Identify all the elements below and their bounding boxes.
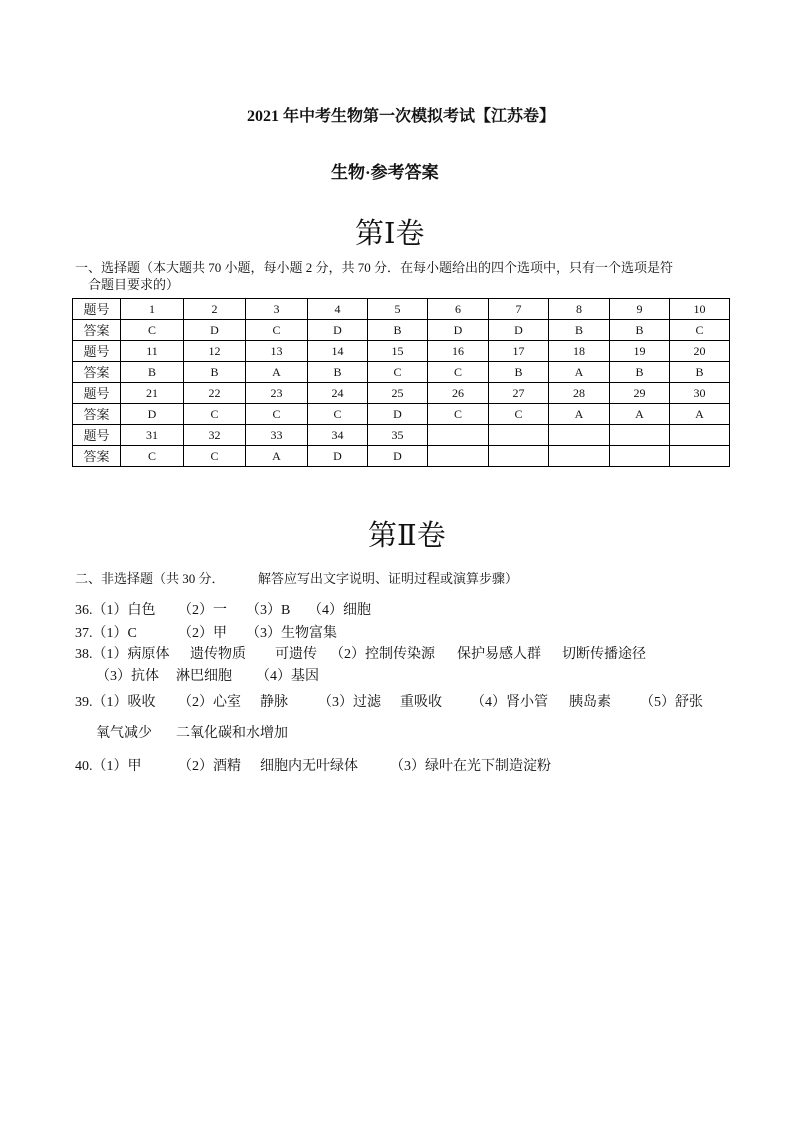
table-row: [73, 341, 730, 362]
question-number-cell: 31: [121, 425, 184, 446]
answer-cell: C: [670, 320, 730, 341]
question-number-cell: 4: [308, 299, 368, 320]
question-number-cell: 23: [246, 383, 308, 404]
answer-segment: 重吸收: [400, 695, 442, 710]
answer-cell: D: [308, 446, 368, 467]
answer-segment: （3）过滤: [318, 695, 381, 710]
empty-cell: [428, 425, 489, 446]
part1-instruction-line2: 合题目要求的）: [88, 277, 180, 292]
answer-cell: B: [549, 320, 610, 341]
empty-cell: [670, 446, 730, 467]
question-number-cell: 8: [549, 299, 610, 320]
empty-cell: [549, 425, 610, 446]
multiple-choice-answer-table: [72, 298, 730, 467]
table-row: [73, 446, 730, 467]
answer-cell: D: [368, 404, 428, 425]
answer-segment: （3）B: [246, 603, 291, 618]
part2-instruction-score: 二、非选择题（共 30 分．: [75, 571, 225, 586]
answer-cell: B: [610, 320, 670, 341]
row-label: 答案: [73, 320, 121, 341]
answer-segment: 二氧化碳和水增加: [176, 726, 288, 741]
row-label: 题号: [73, 425, 121, 446]
answer-cell: A: [246, 446, 308, 467]
table-row: [73, 362, 730, 383]
answer-cell: A: [246, 362, 308, 383]
answer-cell: D: [184, 320, 246, 341]
answer-segment: （2）酒精: [178, 759, 241, 774]
question-number-cell: 19: [610, 341, 670, 362]
answer-cell: A: [670, 404, 730, 425]
answer-segment: 细胞内无叶绿体: [260, 759, 358, 774]
empty-cell: [489, 446, 549, 467]
answer-segment: （3）抗体: [96, 669, 159, 684]
answer-segment: （5）舒张: [640, 695, 703, 710]
table-row: [73, 320, 730, 341]
answer-cell: C: [121, 320, 184, 341]
answer-segment: 可遗传: [275, 647, 317, 662]
question-number-cell: 1: [121, 299, 184, 320]
question-number-cell: 21: [121, 383, 184, 404]
answer-cell: B: [308, 362, 368, 383]
question-number-cell: 34: [308, 425, 368, 446]
answer-cell: C: [489, 404, 549, 425]
part1-heading: 第Ⅰ卷: [355, 218, 425, 250]
row-label: 答案: [73, 446, 121, 467]
answer-segment: （2）甲: [178, 626, 227, 641]
question-number-cell: 26: [428, 383, 489, 404]
question-number-cell: 17: [489, 341, 549, 362]
question-number-cell: 14: [308, 341, 368, 362]
table-row: [73, 425, 730, 446]
answer-cell: C: [184, 404, 246, 425]
answer-segment: （2）一: [178, 603, 227, 618]
part2-heading: 第Ⅱ卷: [368, 520, 446, 552]
answer-cell: C: [246, 404, 308, 425]
answer-segment: 38.（1）病原体: [75, 647, 170, 662]
question-number-cell: 6: [428, 299, 489, 320]
question-number-cell: 12: [184, 341, 246, 362]
answer-segment: 静脉: [260, 695, 288, 710]
document-title: 2021 年中考生物第一次模拟考试【江苏卷】: [247, 108, 556, 125]
answer-segment: 遗传物质: [190, 647, 246, 662]
question-number-cell: 13: [246, 341, 308, 362]
answer-segment: 36.（1）白色: [75, 603, 156, 618]
question-number-cell: 33: [246, 425, 308, 446]
answer-cell: C: [184, 446, 246, 467]
answer-segment: （2）心室: [178, 695, 241, 710]
question-number-cell: 18: [549, 341, 610, 362]
answer-cell: B: [489, 362, 549, 383]
answer-segment: （3）生物富集: [246, 626, 337, 641]
answer-segment: （4）肾小管: [471, 695, 548, 710]
answer-segment: （4）基因: [256, 669, 319, 684]
question-number-cell: 2: [184, 299, 246, 320]
question-number-cell: 30: [670, 383, 730, 404]
question-number-cell: 27: [489, 383, 549, 404]
answer-cell: B: [368, 320, 428, 341]
answer-segment: 37.（1）C: [75, 626, 137, 641]
question-number-cell: 35: [368, 425, 428, 446]
row-label: 答案: [73, 362, 121, 383]
answer-cell: C: [368, 362, 428, 383]
empty-cell: [610, 425, 670, 446]
answer-cell: D: [308, 320, 368, 341]
answer-segment: 氧气减少: [96, 726, 152, 741]
empty-cell: [428, 446, 489, 467]
answer-cell: C: [428, 362, 489, 383]
empty-cell: [549, 446, 610, 467]
answer-cell: A: [610, 404, 670, 425]
empty-cell: [670, 425, 730, 446]
answer-segment: 40.（1）甲: [75, 759, 142, 774]
answer-cell: B: [670, 362, 730, 383]
question-number-cell: 20: [670, 341, 730, 362]
answer-segment: 保护易感人群: [457, 647, 541, 662]
question-number-cell: 16: [428, 341, 489, 362]
question-number-cell: 11: [121, 341, 184, 362]
question-number-cell: 7: [489, 299, 549, 320]
document-subtitle: 生物·参考答案: [331, 163, 439, 182]
empty-cell: [489, 425, 549, 446]
part1-instruction-line1: 一、选择题（本大题共 70 小题，每小题 2 分，共 70 分．在每小题给出的四个选项中，只有一个选项是符: [75, 260, 674, 275]
question-number-cell: 5: [368, 299, 428, 320]
question-number-cell: 28: [549, 383, 610, 404]
answer-segment: 胰岛素: [569, 695, 611, 710]
answer-segment: 切断传播途径: [562, 647, 646, 662]
table-row: [73, 404, 730, 425]
part2-instruction-requirement: 解答应写出文字说明、证明过程或演算步骤）: [258, 571, 519, 586]
answer-cell: A: [549, 404, 610, 425]
answer-cell: D: [368, 446, 428, 467]
question-number-cell: 24: [308, 383, 368, 404]
answer-cell: B: [610, 362, 670, 383]
question-number-cell: 9: [610, 299, 670, 320]
question-number-cell: 32: [184, 425, 246, 446]
answer-cell: D: [121, 404, 184, 425]
question-number-cell: 15: [368, 341, 428, 362]
table-row: [73, 383, 730, 404]
question-number-cell: 25: [368, 383, 428, 404]
question-number-cell: 29: [610, 383, 670, 404]
answer-cell: D: [489, 320, 549, 341]
question-number-cell: 3: [246, 299, 308, 320]
question-number-cell: 10: [670, 299, 730, 320]
answer-segment: （4）细胞: [308, 603, 371, 618]
answer-segment: （3）绿叶在光下制造淀粉: [390, 759, 551, 774]
table-row: [73, 299, 730, 320]
answer-segment: 39.（1）吸收: [75, 695, 156, 710]
answer-cell: C: [246, 320, 308, 341]
answer-cell: C: [121, 446, 184, 467]
answer-cell: C: [308, 404, 368, 425]
answer-cell: B: [184, 362, 246, 383]
answer-cell: A: [549, 362, 610, 383]
answer-cell: D: [428, 320, 489, 341]
row-label: 答案: [73, 404, 121, 425]
row-label: 题号: [73, 341, 121, 362]
answer-table-body: [73, 299, 730, 467]
empty-cell: [610, 446, 670, 467]
answer-segment: （2）控制传染源: [330, 647, 435, 662]
question-number-cell: 22: [184, 383, 246, 404]
answer-cell: C: [428, 404, 489, 425]
row-label: 题号: [73, 383, 121, 404]
row-label: 题号: [73, 299, 121, 320]
answer-segment: 淋巴细胞: [176, 669, 232, 684]
answer-cell: B: [121, 362, 184, 383]
